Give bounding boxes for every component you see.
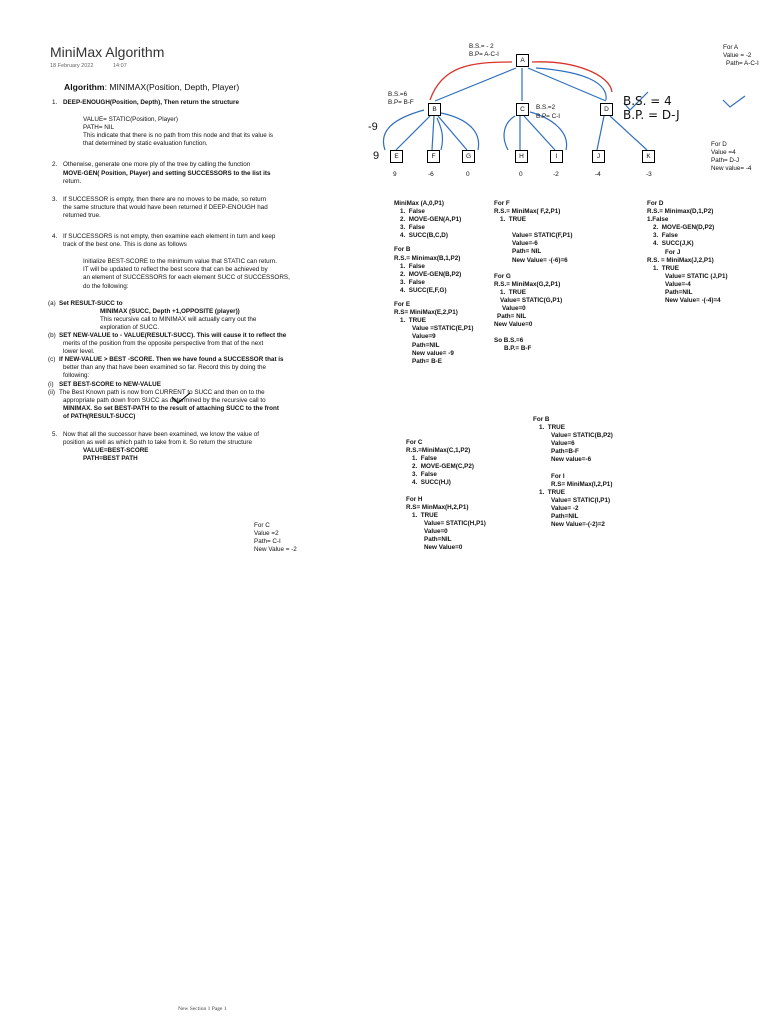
note-for-c-summary: For C Value =2 Path= C-I New Value = -2 bbox=[254, 522, 297, 554]
leaf-f: F bbox=[427, 150, 440, 163]
node-a: A bbox=[516, 54, 529, 67]
hand-neg9: -9 bbox=[368, 121, 378, 133]
note-col1: MiniMax (A,0,P1) 1. False 2. MOVE-GEN(A,P1) 3. False 4. SUCC(B,C,D) For B R.S.= Minimax(B,1,P2) 1. False 2. MOVE-GEN(B,P2) 3. False 4. SUCC(E,F,G) For E R.S= MiniMax(E,2,P1) 1. TRUE Value =STATIC(E,P1) Value=9 Path=NIL New value= -9 Path= B-E bbox=[394, 200, 474, 365]
leaf-value-g: 0 bbox=[466, 171, 470, 178]
leaf-value-e: 9 bbox=[393, 171, 397, 178]
note-for-b: For B 1. TRUE Value= STATIC(B,P2) Value=6 Path=B-F New value=-6 For I R.S= MiniMax(I,2,P1) 1. TRUE Value= STATIC(I,P1) Value= -2 Path=NIL New Value=-(-2)=2 bbox=[533, 416, 613, 529]
edge-a-b bbox=[435, 68, 516, 101]
page-date: 18 February 2022 bbox=[50, 63, 94, 69]
page-time: 14:07 bbox=[113, 63, 127, 69]
leaf-value-h: 0 bbox=[519, 171, 523, 178]
page-footer: New Section 1 Page 1 bbox=[178, 1006, 227, 1012]
edge-b-e bbox=[396, 116, 430, 150]
edge-b-f bbox=[432, 116, 434, 150]
leaf-g: G bbox=[462, 150, 475, 163]
arrow-d-a bbox=[536, 68, 606, 100]
leaf-e: E bbox=[390, 150, 403, 163]
arrow-h-c bbox=[504, 116, 515, 150]
hand-9: 9 bbox=[373, 150, 380, 162]
note-col2: For F R.S.= MiniMax( F,2,P1) 1. TRUE Value= STATIC(F,P1) Value=-6 Path= NIL New Value= -(-6)=6 For G R.S.= MiniMax(G,2,P1) 1. TRUE Value= STATIC(G,P1) Value=0 Path= NIL New Value=0 So B.S.=6 B.P.= B-F bbox=[494, 200, 573, 353]
note-for-c: For C R.S.=MiniMax(C,1,P2) 1. False 2. MOVE-GEM(C,P2) 3. False 4. SUCC(H,I) For H R.S= MinMax(H,2,P1) 1. TRUE Value= STATIC(H,P1) Value=0 Path=NIL New Value=0 bbox=[406, 439, 486, 552]
leaf-value-j: -4 bbox=[595, 171, 601, 178]
node-c: C bbox=[516, 103, 529, 116]
check-mark-2 bbox=[723, 96, 745, 107]
algorithm-steps: 1. DEEP-ENOUGH(Position, Depth), Then return the structure VALUE= STATIC(Position, Player) PATH= NIL This indicate that there is no path from this node and that its value is that determined by static evaluation function. 2. Otherwise, generate one more ply of the tree by calling the function MOVE-GEN( Position, Player) and setting SUCCESSORS to the list its return. 3. If SUCCESSOR is empty, then there are no moves to be made, so return the same structure that would have been returned if DEEP-ENOUGH had returned true. 4. If SUCCESSORS is not empty, then examine each element in turn and keep track of the best one. This is done as follows Initialize BEST-SCORE to the minimum value that STATIC can return. IT will be updated to reflect the best score that can be achieved by an element of SUCCESSORS for each element SUCC of SUCCESSORS, do the following: (a) Set RESULT-SUCC to MINIMAX (SUCC, Depth +1,OPPOSITE (player)) This recursive call to MINIMAX will actually carry out the exploration of SUCC. (b) SET NEW-VALUE to - VALUE(RESULT-SUCC). This will cause it to reflect the merits of the position from the opposite perspective from that of the next lower level. (c) If NEW-VALUE > BEST -SCORE. Then we have found a SUCCESSOR that is better than any that have been examined so far. Record this by doing the following: (i) SET BEST-SCORE to NEW-VALUE (ii) The Best Known path is now from CURRENT to SUCC and then on to the appropriate path down from SUCC as determined by the recursive call to MINIMAX. So set BEST-PATH to the result of attaching SUCC to the front of PATH(RESULT-SUCC) 5. Now that all the successor have been examined, we know the value of position as well as which path to take from it. So return the structure VALUE=BEST-SCORE PATH=BEST PATH bbox=[48, 99, 290, 463]
note-for-d-summary: For D Value =4 Path= D-J New value= -4 bbox=[711, 141, 752, 173]
node-a-label: B.S.= - 2 B.P= A-C-I bbox=[469, 43, 499, 58]
leaf-h: H bbox=[515, 150, 528, 163]
node-c-label: B.S.=2 B.P= C-I bbox=[536, 104, 560, 120]
hand-check-mark bbox=[172, 393, 190, 403]
arrow-e-b bbox=[383, 110, 424, 150]
edge-d-j bbox=[597, 116, 604, 150]
red-arc-a-d bbox=[532, 62, 612, 92]
leaf-i: I bbox=[550, 150, 563, 163]
arrow-g-b bbox=[441, 113, 479, 150]
leaf-k: K bbox=[642, 150, 655, 163]
leaf-value-f: -6 bbox=[428, 171, 434, 178]
page-title: MiniMax Algorithm bbox=[50, 44, 165, 60]
hand-d-label: B.S. = 4 B.P. = D-J bbox=[623, 94, 680, 122]
leaf-value-k: -3 bbox=[646, 171, 652, 178]
node-d: D bbox=[600, 103, 613, 116]
note-col3: For D R.S.= Minimax(D,1,P2) 1.False 2. MOVE-GEN(D,P2) 3. False 4. SUCC(J,K) For J R.S. = MiniMax(J,2,P1) 1. TRUE Value= STATIC (J,P1) Value=-4 Path=NIL New Value= -(-4)=4 bbox=[647, 200, 728, 305]
algorithm-heading: Algorithm: MINIMAX(Position, Depth, Player) bbox=[64, 82, 240, 92]
arrow-f-b bbox=[437, 118, 442, 150]
leaf-value-i: -2 bbox=[553, 171, 559, 178]
note-for-a: For A Value = -2 Path= A-C-I bbox=[723, 44, 759, 68]
red-arc-a-b bbox=[430, 62, 512, 100]
leaf-j: J bbox=[592, 150, 605, 163]
node-b-label: B.S.=6 B.P= B-F bbox=[388, 91, 414, 106]
node-b: B bbox=[428, 103, 441, 116]
